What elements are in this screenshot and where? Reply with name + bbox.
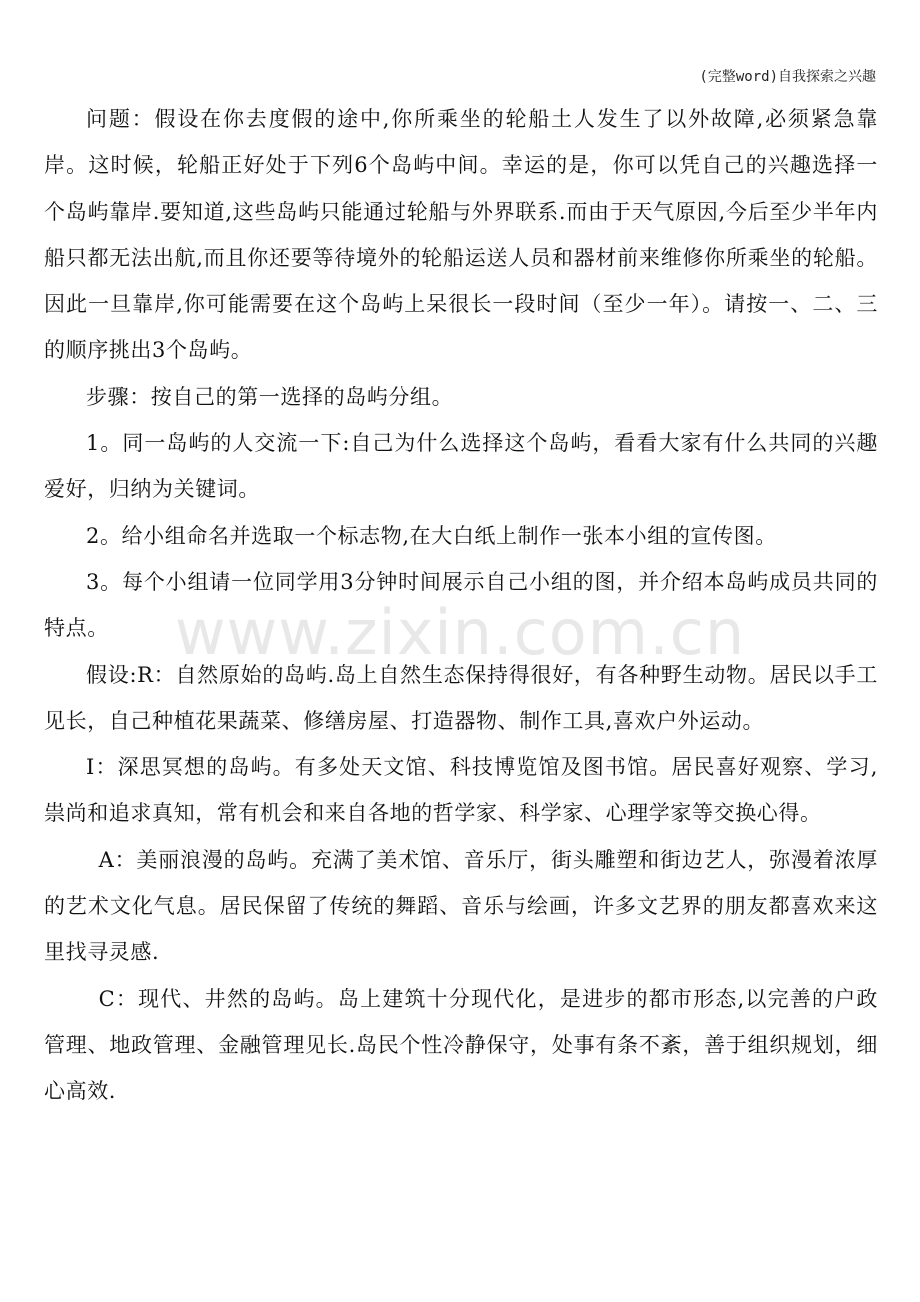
step-3-paragraph: 3。每个小组请一位同学用3分钟时间展示自己小组的图，并介绍本岛屿成员共同的特点。 [44, 569, 878, 641]
island-i-paragraph: I：深思冥想的岛屿。有多处天文馆、科技博览馆及图书馆。居民喜好观察、学习,祟尚和追求真知，常有机会和来自各地的哲学家、科学家、心理学家等交换心得。 [44, 755, 878, 826]
step-2-paragraph: 2。给小组命名并选取一个标志物,在大白纸上制作一张本小组的宣传图。 [86, 523, 777, 548]
step-1-paragraph: 1。同一岛屿的人交流一下:自己为什么选择这个岛屿，看看大家有什么共同的兴趣爱好，归纳为关键词。 [44, 431, 878, 502]
document-body [44, 96, 878, 1115]
island-r-paragraph: 假设:R：自然原始的岛屿.岛上自然生态保持得很好，有各种野生动物。居民以手工见长，自己种植花果蔬菜、修缮房屋、打造器物、制作工具,喜欢户外运动。 [44, 662, 878, 733]
page-header: (完整word)自我探索之兴趣 [699, 69, 876, 85]
watermark: www.zixin.com.cn [174, 596, 746, 669]
island-a-paragraph: A：美丽浪漫的岛屿。充满了美术馆、音乐厅，街头雕塑和街边艺人，弥漫着浓厚的艺术文化气息。居民保留了传统的舞蹈、音乐与绘画，许多文艺界的朋友都喜欢来这里找寻灵感. [44, 847, 878, 965]
steps-paragraph: 步骤：按自己的第一选择的岛屿分组。 [86, 384, 454, 409]
island-c-paragraph: C：现代、井然的岛屿。岛上建筑十分现代化，是进步的都市形态,以完善的户政管理、地政管理、金融管理见长.岛民个性冷静保守，处事有条不紊，善于组织规划，细心高效. [44, 986, 878, 1104]
question-paragraph: 问题：假设在你去度假的途中,你所乘坐的轮船土人发生了以外故障,必须紧急靠岸。这时候，轮船正好处于下列6个岛屿中间。幸运的是，你可以凭自己的兴趣选择一个岛屿靠岸.要知道,这些岛屿只能通过轮船与外界联系.而由于天气原因,今后至少半年内船只都无法出航,而且你还要等待境外的轮船运送人员和器材前来维修你所乘坐的轮船。因此一旦靠岸,你可能需要在这个岛屿上呆很长一段时间（至少一年）。请按一、二、三的顺序挑出3个岛屿。 [44, 107, 878, 363]
